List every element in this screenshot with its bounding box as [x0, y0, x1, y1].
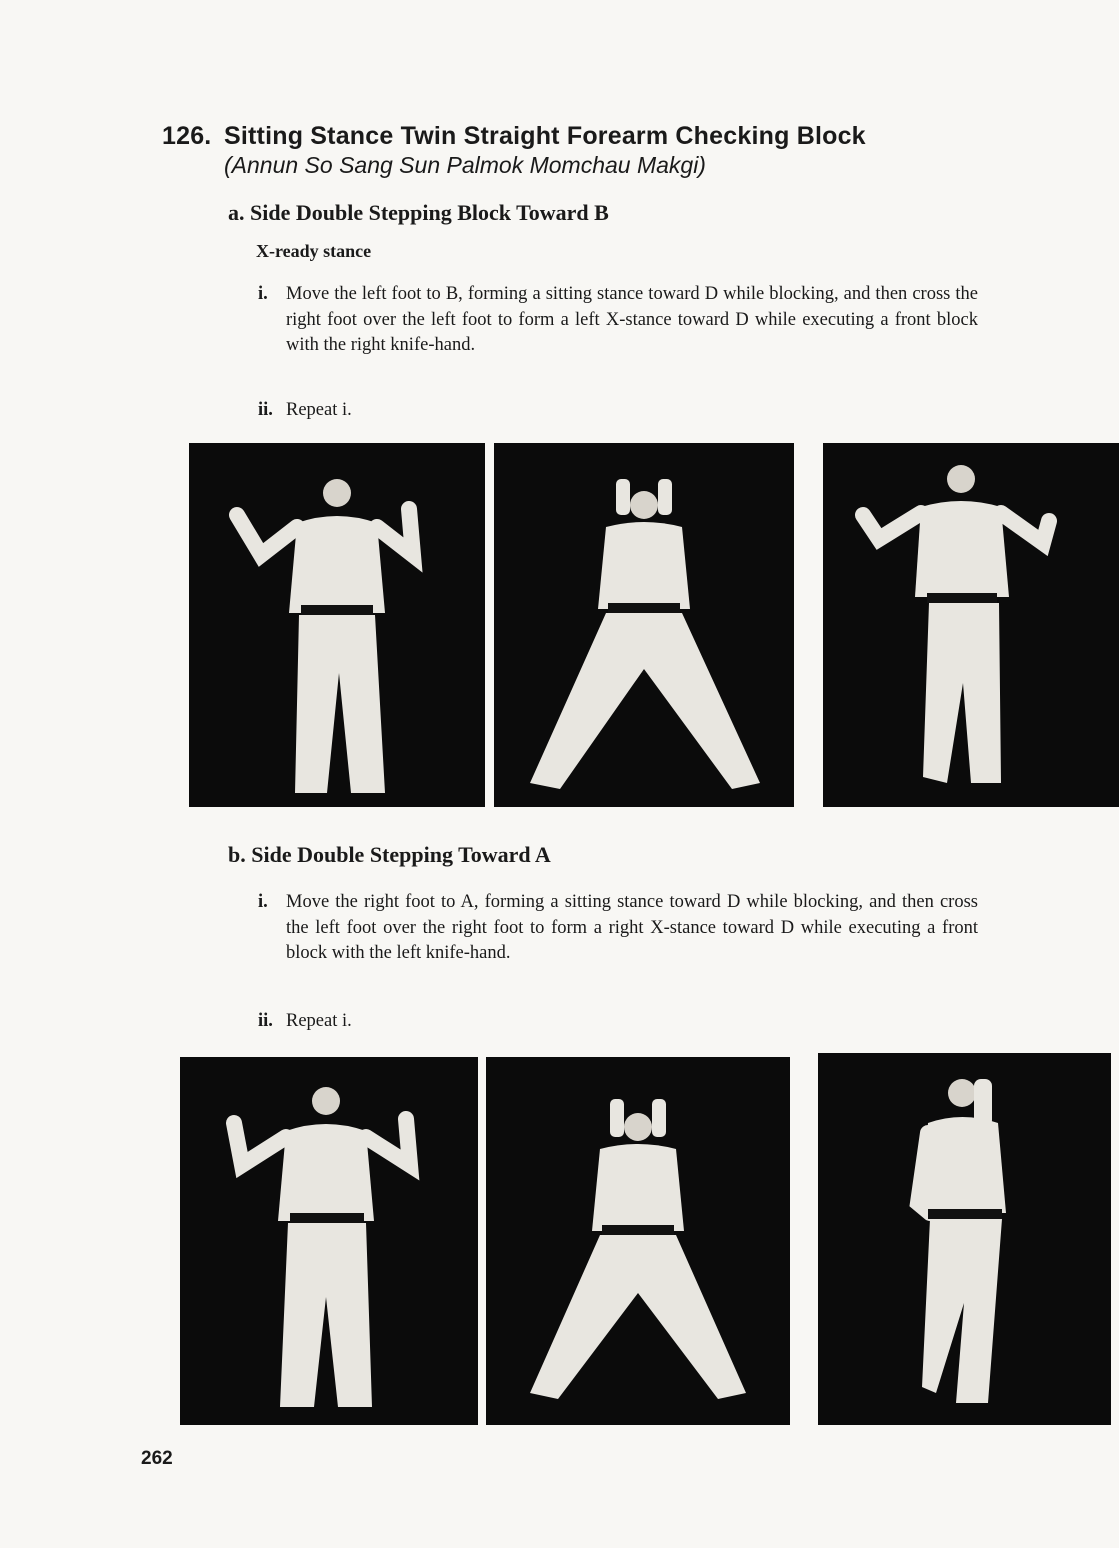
step-b-2: [258, 1009, 978, 1035]
step-a-2: [258, 398, 978, 424]
section-b-title: b. Side Double Stepping Toward A: [228, 842, 551, 867]
step-text: Repeat i.: [286, 400, 352, 420]
step-number: ii.: [258, 400, 273, 420]
step-number: ii.: [258, 1011, 273, 1031]
section-number: 126.: [162, 122, 212, 150]
photo-a-3: [823, 443, 1119, 807]
page-number: 262: [141, 1448, 173, 1469]
page-subtitle: (Annun So Sang Sun Palmok Momchau Makgi): [224, 152, 706, 178]
photo-a-1: [189, 443, 485, 807]
page-title: Sitting Stance Twin Straight Forearm Checking Block: [224, 122, 866, 150]
step-text: Move the left foot to B, forming a sitting stance toward D while blocking, and then cross the right foot over the left foot to form a left X-stance toward D while executing a front block with the right knife-hand.: [286, 284, 978, 355]
step-number: i.: [258, 284, 268, 304]
section-a-title: a. Side Double Stepping Block Toward B: [228, 200, 609, 225]
photo-b-1: [180, 1057, 478, 1425]
step-a-1: [258, 282, 978, 359]
ready-stance-label: X-ready stance: [256, 241, 372, 261]
photo-b-3: [818, 1053, 1111, 1425]
step-number: i.: [258, 892, 268, 912]
step-b-1: [258, 890, 978, 967]
photo-a-2: [494, 443, 794, 807]
step-text: Move the right foot to A, forming a sitting stance toward D while blocking, and then cross the left foot over the right foot to form a right X-stance toward D while executing a front block with the left knife-hand.: [286, 892, 978, 963]
step-text: Repeat i.: [286, 1011, 352, 1031]
photo-b-2: [486, 1057, 790, 1425]
